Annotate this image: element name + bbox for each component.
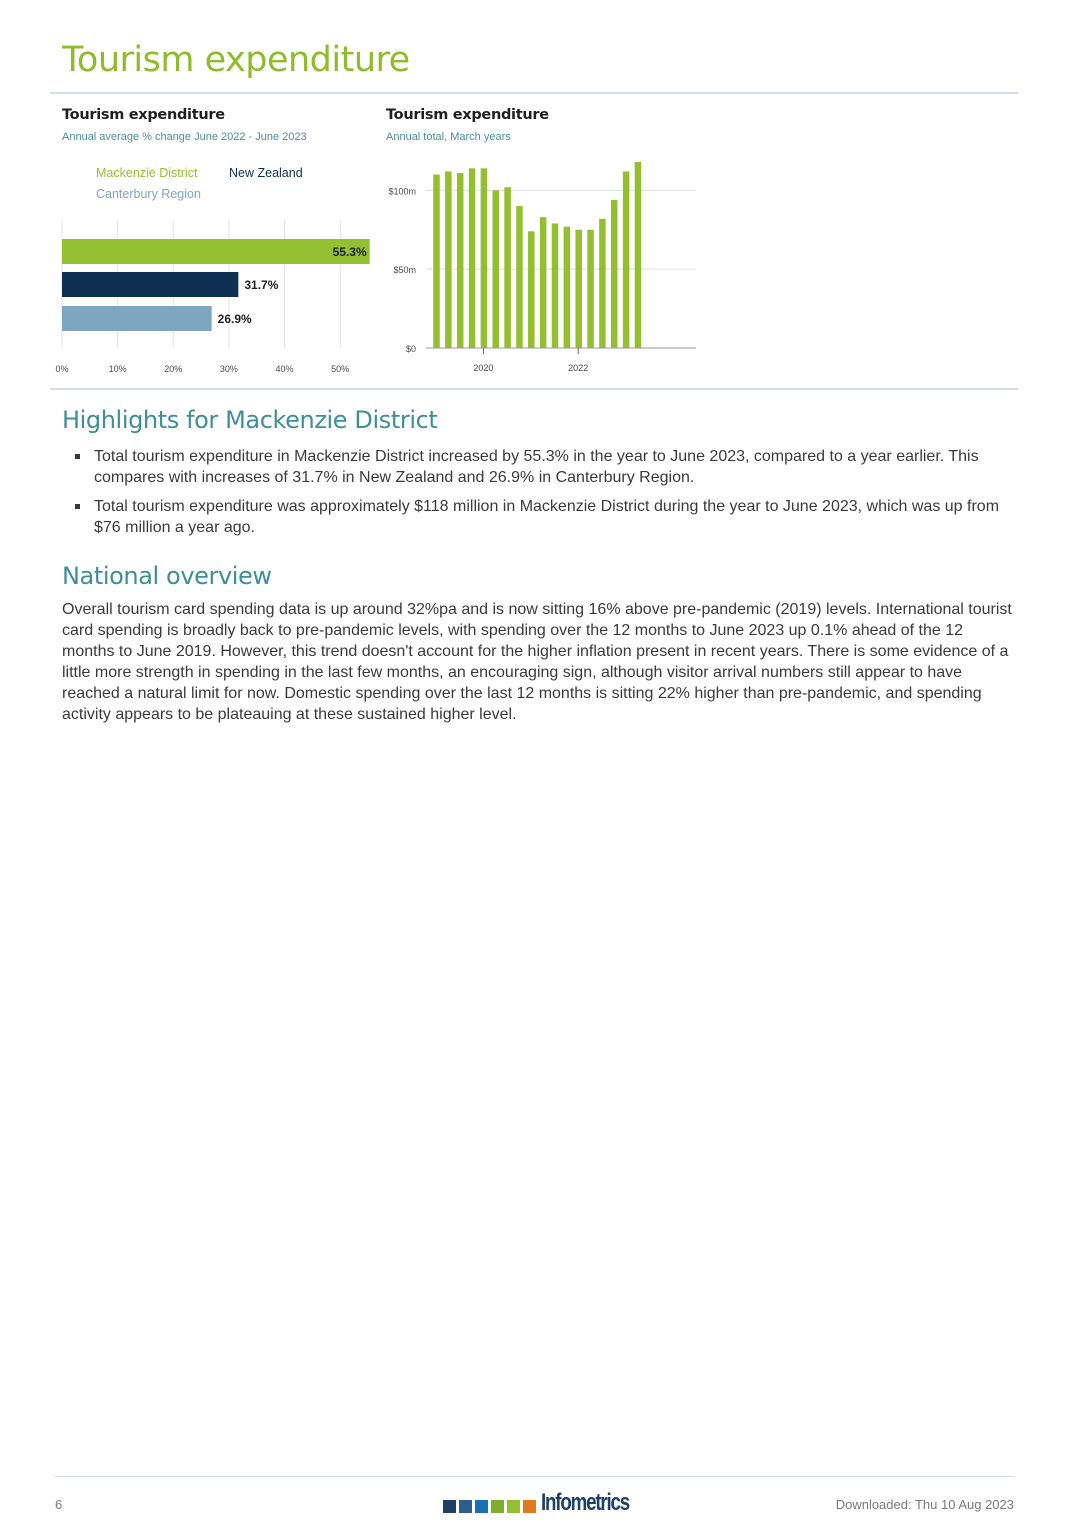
overview-text: Overall tourism card spending data is up around 32%pa and is now sitting 16% above pre-pandemic (2019) levels. International tourist card spending is broadly back to pre-pandemic levels, with spending over the 12 months to June 2023 up 0.1% ahead of the 12 months to June 2019. However, this trend doesn't account for the higher inflation present in recent years. There is some evidence of a little more strength in spending in the last few months, an encouraging sign, although visitor arrival numbers still appear to have reached a natural limit for now. Domestic spending over the last 12 months is sitting 22% higher than pre-pandemic, and spending activity appears to be plateauing at these sustained higher level.	[62, 601, 1012, 723]
bar	[575, 230, 582, 348]
x-tick-label: 30%	[219, 364, 238, 374]
bullet-square-icon	[75, 504, 80, 509]
bar	[623, 171, 630, 348]
list-item: Total tourism expenditure in Mackenzie District increased by 55.3% in the year to June 2023, compared to a year earlier. This compares with increases of 31.7% in New Zealand and 26.9% in Canterbury Region.	[62, 446, 1012, 488]
logo-square-icon	[459, 1500, 472, 1513]
x-tick-label: 10%	[108, 364, 127, 374]
data-label: 55.3%	[332, 245, 367, 259]
logo-square-icon	[443, 1500, 456, 1513]
right-chart-subtitle: Annual total, March years	[386, 131, 511, 143]
downloaded-date: Downloaded: Thu 10 Aug 2023	[835, 1497, 1014, 1512]
y-tick-label: $0	[405, 344, 416, 354]
title-divider	[50, 92, 1018, 94]
bar-canterbury-region	[62, 306, 212, 331]
highlights-list	[62, 446, 1012, 546]
bar	[445, 171, 452, 348]
x-tick-label: 40%	[275, 364, 294, 374]
x-tick-label: 2020	[473, 363, 494, 373]
list-item: Total tourism expenditure was approximately $118 million in Mackenzie District during the year to June 2023, which was up from $76 million a year ago.	[62, 496, 1012, 538]
logo-square-icon	[475, 1500, 488, 1513]
footer-divider	[55, 1476, 1015, 1477]
x-tick-label: 0%	[55, 364, 69, 374]
legend-mackenzie-district: Mackenzie District	[96, 166, 198, 180]
x-tick-label: 2022	[568, 363, 589, 373]
logo-square-icon	[491, 1500, 504, 1513]
data-label: 26.9%	[217, 312, 252, 326]
y-tick-label: $50m	[393, 265, 416, 276]
logo-square-icon	[507, 1500, 520, 1513]
logo-square-icon	[523, 1500, 536, 1513]
bar	[635, 162, 642, 348]
bar	[587, 230, 594, 348]
bar	[552, 223, 559, 348]
highlights-heading: Highlights for Mackenzie District	[62, 406, 438, 434]
overview-heading: National overview	[62, 562, 272, 590]
left-chart-subtitle: Annual average % change June 2022 - June 2023	[62, 131, 307, 143]
bar	[540, 217, 547, 348]
bar-mackenzie-district	[62, 239, 370, 264]
legend-canterbury-region: Canterbury Region	[96, 187, 201, 201]
charts-divider	[50, 388, 1018, 390]
bar	[611, 200, 618, 348]
data-label: 31.7%	[244, 278, 279, 292]
legend-new-zealand: New Zealand	[229, 166, 303, 180]
x-tick-label: 20%	[164, 364, 183, 374]
bar	[469, 168, 476, 348]
bar	[564, 227, 571, 348]
bar	[481, 168, 488, 348]
bar	[493, 190, 500, 348]
bar	[433, 175, 440, 348]
infometrics-logo	[443, 1490, 654, 1516]
right-chart-title: Tourism expenditure	[386, 107, 549, 123]
y-tick-label: $100m	[388, 186, 416, 197]
annual-total-bar-chart	[380, 150, 710, 385]
left-chart-title: Tourism expenditure	[62, 107, 225, 123]
bar	[528, 231, 535, 348]
pct-change-bar-chart	[50, 212, 380, 382]
bullet-square-icon	[75, 454, 80, 459]
page-title: Tourism expenditure	[62, 40, 410, 80]
bar-new-zealand	[62, 272, 238, 297]
bar	[599, 219, 606, 348]
page-number: 6	[55, 1497, 63, 1512]
logo-wordmark: Infometrics	[541, 1489, 630, 1516]
x-tick-label: 50%	[331, 364, 350, 374]
bar	[516, 206, 523, 348]
bar	[504, 187, 511, 348]
bar	[457, 173, 464, 348]
